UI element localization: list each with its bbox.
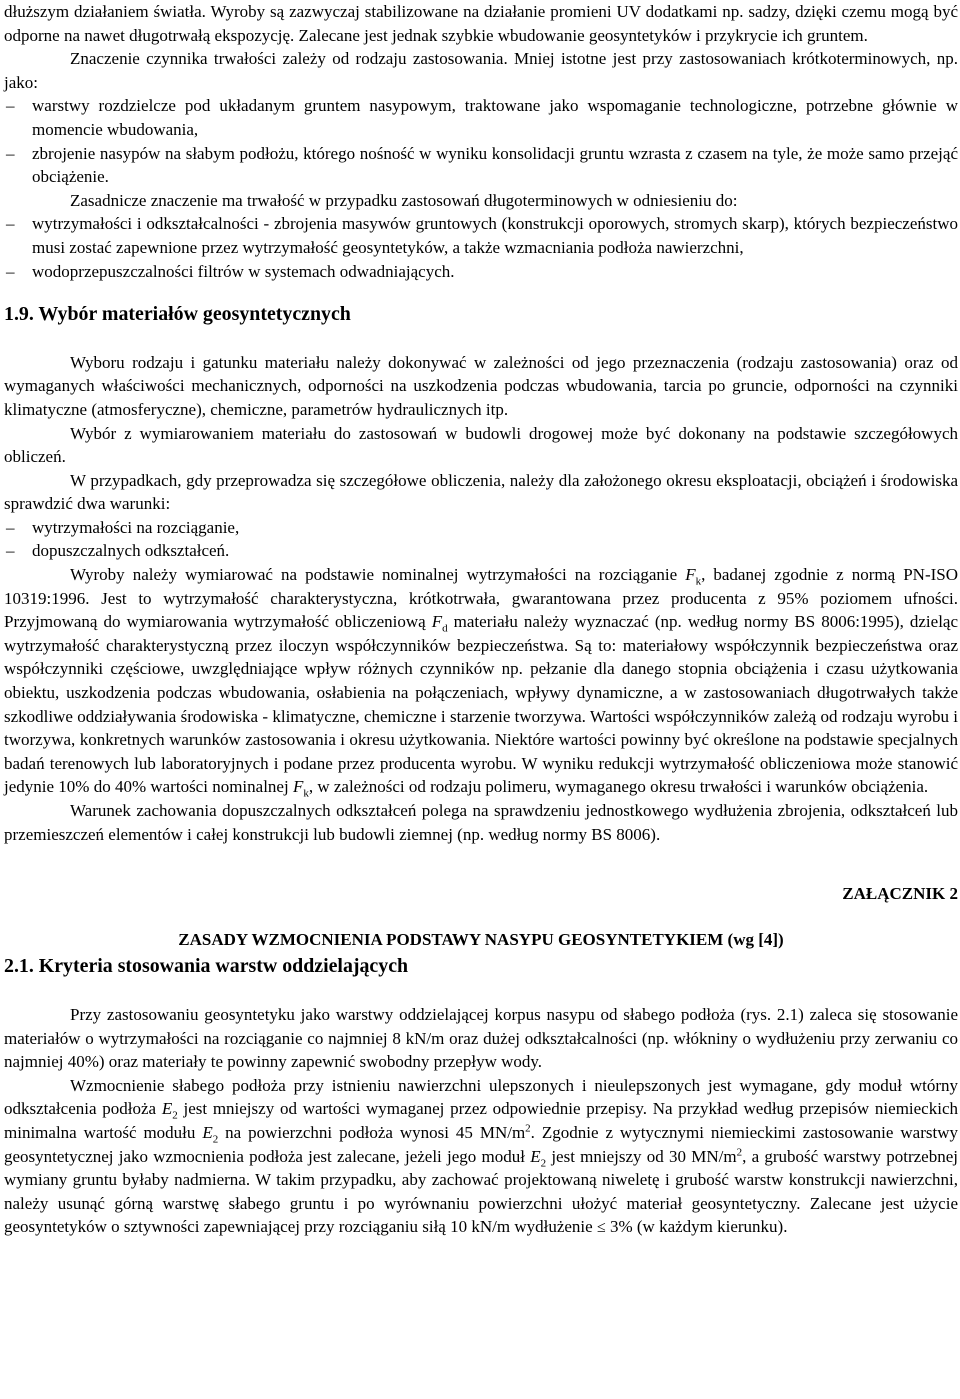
list-item: – wytrzymałości i odkształcalności - zbrojenia masywów gruntowych (konstrukcji oporowych, stromych skarp), których bezpieczeństwo musi zostać zapewnione przez wytrzymałość geosyntetyków, a także wzmacniania podłoża nawierzchni, — [6, 214, 958, 257]
list-item: – wodoprzepuszczalności filtrów w systemach odwadniających. — [4, 260, 958, 284]
paragraph: dłuższym działaniem światła. Wyroby są zazwyczaj stabilizowane na działanie promieni UV dodatkami np. sadzy, dzięki czemu mogą być odporne na nawet długotrwałą ekspozycję. Zalecane jest jednak szybkie wbudowanie geosyntetyków i przykrycie ich gruntem. — [4, 2, 958, 45]
paragraph: Wzmocnienie słabego podłoża przy istnieniu nawierzchni ulepszonych i nieulepszonych jest wymagane, gdy moduł wtórny odkształcenia podłoża $E_2$ jest mniejszy od wartości wymaganej przez odpowiednie przepisy. Na przykład według przepisów niemieckich minimalna wartość modułu $E_2$ na powierzchni podłoża wynosi 45 $MN/m^2$. Zgodnie z wytycznymi niemieckimi zastosowanie warstwy geosyntetycznej jako wzmocnienia podłoża jest zalecane, jeżeli jego moduł $E_2$ jest mniejszy od 30 $MN/m^2$, a grubość warstwy potrzebnej wymiany gruntu byłaby nadmierna. W takim przypadku, aby zachować projektowaną niweletę i grubość warstw konstrukcji nawierzchni, należy usunąć górną warstwę słabego gruntu i po wyrównaniu powierzchni ułożyć materiał geosyntetyczny. Zalecane jest użycie geosyntetyków o sztywności zapewniającej przy rozciąganiu siłą 10 kN/m wydłużenie ≤ 3% (w każdym kierunku). — [4, 1075, 958, 1237]
paragraph: Wybór z wymiarowaniem materiału do zastosowań w budowli drogowej może być dokonany na podstawie szczegółowych obliczeń. — [4, 423, 958, 467]
annex-label: ZAŁĄCZNIK 2 — [842, 884, 958, 904]
dash-bullet: – — [6, 541, 15, 561]
list-item: – wytrzymałości na rozciąganie, — [4, 516, 958, 540]
paragraph: Warunek zachowania dopuszczalnych odkształceń polega na sprawdzeniu jednostkowego wydłużenia zbrojenia, odkształceń lub przemieszczeń elementów i całej konstrukcji lub budowli ziemnej (np. według normy BS 8006). — [4, 801, 958, 844]
dash-bullet: – — [6, 96, 15, 116]
list-item: – dopuszczalnych odkształceń. — [4, 539, 958, 563]
dash-bullet: – — [6, 517, 15, 537]
document-page — [4, 0, 958, 1240]
dash-bullet: – — [6, 143, 15, 163]
paragraph: W przypadkach, gdy przeprowadza się szczegółowe obliczenia, należy dla założonego okresu eksploatacji, obciążeń i środowiska sprawdzić dwa warunki: — [4, 470, 958, 514]
section-heading: 2.1. Kryteria stosowania warstw oddzielających — [4, 955, 409, 978]
section-heading: 1.9. Wybór materiałów geosyntetycznych — [4, 303, 351, 326]
annex-title: ZASADY WZMOCNIENIA PODSTAWY NASYPU GEOSYNTETYKIEM (wg [4]) — [178, 929, 784, 949]
list-item: – warstwy rozdzielcze pod układanym gruntem nasypowym, traktowane jako wspomaganie technologiczne, potrzebne głównie w momencie wbudowania, — [6, 96, 958, 139]
paragraph: Wyboru rodzaju i gatunku materiału należy dokonywać w zależności od jego przeznaczenia (rodzaju zastosowania) oraz od wymaganych właściwości mechanicznych, odporności na uszkodzenia podczas wbudowania, tarcia po gruncie, odporności na czynniki klimatyczne (atmosferyczne), chemiczne, parametrów hydraulicznych itp. — [4, 352, 958, 419]
paragraph: Przy zastosowaniu geosyntetyku jako warstwy oddzielającej korpus nasypu od słabego podłoża (rys. 2.1) zaleca się stosowanie materiałów o wytrzymałości na rozciąganie co najmniej 8 kN/m oraz dużej odkształcalności (np. włókniny o wydłużeniu przy zerwaniu co najmniej 40%) oraz materiały te powinny zapewnić swobodny przepływ wody. — [4, 1004, 958, 1072]
dash-bullet: – — [6, 214, 15, 234]
paragraph: Zasadnicze znaczenie ma trwałość w przypadku zastosowań długoterminowych w odniesieniu do: — [70, 190, 738, 210]
paragraph: Wyroby należy wymiarować na podstawie nominalnej wytrzymałości na rozciąganie $F_k$, badanej zgodnie z normą PN-ISO 10319:1996. Jest to wytrzymałość charakterystyczna, krótkotrwała, gwarantowana przez producenta z 95% poziomem ufności. Przyjmowaną do wymiarowania wytrzymałość obliczeniową $F_d$ materiału należy wyznaczać (np. według normy BS 8006:1995), dzieląc wytrzymałość charakterystyczną przez iloczyn współczynników bezpieczeństwa. Są to: materiałowy współczynnik bezpieczeństwa oraz współczynniki częściowe, uwzględniające wpływ różnych czynników np. pełzanie dla danego stopnia obciążenia i czasu użytkowania obiektu, uszkodzenia podczas wbudowania, osłabienia na połączeniach, wpływy dynamiczne, a w zastosowaniach długotrwałych także szkodliwe oddziaływania środowiska - klimatyczne, chemiczne i starzenie tworzywa. Wartości współczynników zależą od rodzaju wyrobu i tworzywa, konkretnych warunków zastosowania i okresu użytkowania. Niektóre wartości powinny być określone na podstawie specjalnych badań terenowych lub laboratoryjnych i podane przez producenta wyrobu. W wyniku redukcji wytrzymałość obliczeniowa może stanowić jedynie 10% do 40% wartości nominalnej $F_k$, w zależności od rodzaju polimeru, wymaganego okresu trwałości i warunków obciążenia. — [4, 565, 959, 800]
dash-bullet: – — [6, 261, 15, 281]
paragraph: Znaczenie czynnika trwałości zależy od rodzaju zastosowania. Mniej istotne jest przy zastosowaniach krótkoterminowych, np. jako: — [4, 49, 958, 92]
list-item: – zbrojenie nasypów na słabym podłożu, którego nośność w wyniku konsolidacji gruntu wzrasta z czasem na tyle, że może samo przejąć obciążenie. — [6, 143, 958, 187]
